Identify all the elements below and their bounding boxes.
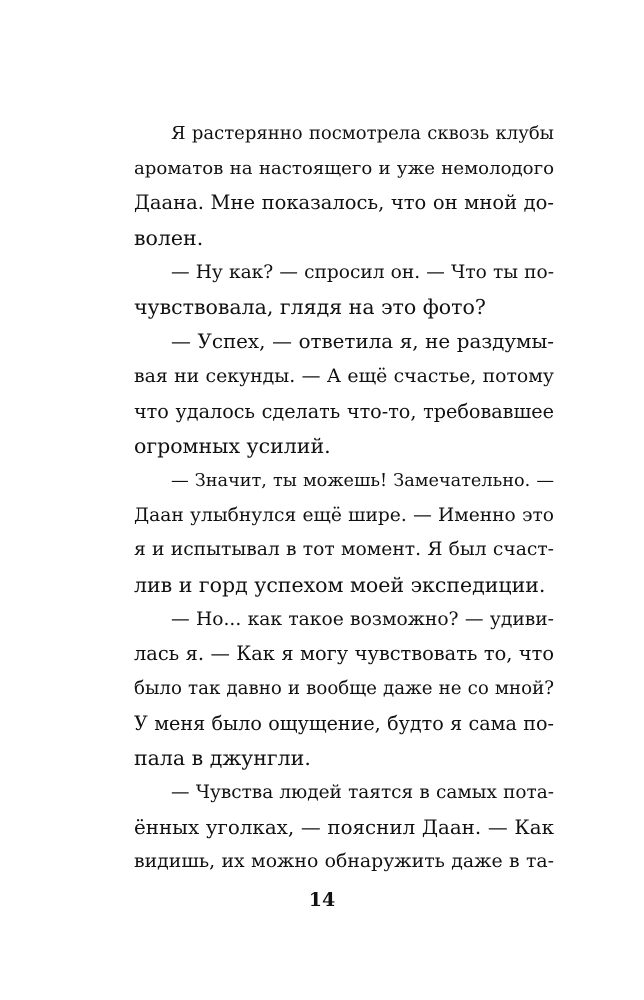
text-line: лась я. — Как я могу чувствовать то, что (134, 642, 554, 666)
text-line: — Но... как такое возможно? — удиви- (171, 608, 554, 630)
text-line: огромных усилий. (134, 434, 331, 459)
text-line: чувствовала, глядя на это фото? (134, 295, 486, 320)
text-line: — Чувства людей таятся в самых пота- (171, 782, 554, 804)
text-line: — Ну как? — спросил он. — Что ты по- (171, 261, 554, 283)
text-line: лив и горд успехом моей экспедиции. (134, 572, 546, 597)
text-line: пала в джунгли. (134, 746, 311, 771)
text-line: Даан улыбнулся ещё шире. — Именно это (134, 504, 554, 526)
text-line: что удалось сделать что-то, требовавшее (134, 399, 554, 423)
text-line: Даана. Мне показалось, что он мной до- (134, 191, 554, 215)
text-line: ароматов на настоящего и уже немолодого (134, 157, 554, 179)
text-line: было так давно и вообще даже не со мной? (134, 678, 554, 699)
text-line: видишь, их можно обнаружить даже в та- (134, 851, 554, 873)
text-line: У меня было ощущение, будто я сама по- (134, 711, 554, 735)
text-line: волен. (134, 226, 204, 251)
text-line: Я растерянно посмотрела сквозь клубы (171, 123, 554, 144)
text-line: я и испытывал в тот момент. Я был счаст- (134, 539, 554, 561)
text-line: — Успех, — ответила я, не раздумы- (171, 330, 554, 354)
body-text (134, 117, 554, 880)
text-line: ённых уголках, — пояснил Даан. — Как (134, 815, 554, 839)
text-line: — Значит, ты можешь! Замечательно. — (171, 470, 554, 491)
text-line: вая ни секунды. — А ещё счастье, потому (134, 365, 554, 387)
page-number: 14 (308, 889, 336, 911)
